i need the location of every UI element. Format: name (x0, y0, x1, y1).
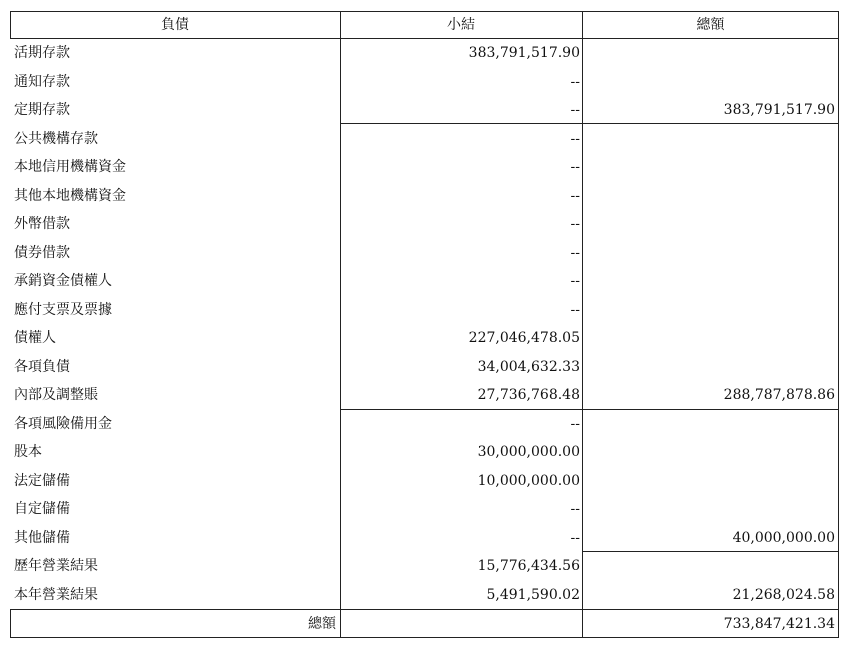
row-subtotal: -- (570, 130, 580, 147)
row-subtotal: -- (570, 73, 580, 90)
row-label: 活期存款 (14, 45, 70, 61)
row-subtotal: 30,000,000.00 (477, 444, 580, 460)
row-subtotal: 227,046,478.05 (468, 330, 580, 346)
row-subtotal: -- (570, 102, 580, 118)
row-label: 本地信用機構資金 (14, 159, 126, 175)
table-row (10, 581, 839, 609)
row-total: 21,268,024.58 (732, 586, 835, 603)
header-subtotal: 小結 (447, 17, 475, 33)
row-subtotal: 27,736,768.48 (477, 387, 580, 403)
table-row (10, 467, 839, 495)
table-row (10, 239, 839, 267)
row-subtotal: 5,491,590.02 (486, 586, 580, 603)
row-label: 其他本地機構資金 (14, 187, 126, 204)
table-row (10, 296, 839, 324)
footer-row (10, 610, 839, 638)
table-row (10, 182, 839, 210)
header-total: 總額 (696, 17, 725, 33)
row-subtotal: -- (570, 273, 580, 289)
row-label: 本年營業結果 (14, 586, 98, 603)
row-label: 歷年營業結果 (14, 558, 98, 574)
header-liabilities: 負債 (161, 17, 189, 33)
row-label: 各項風險備用金 (14, 415, 112, 432)
liabilities-table (10, 11, 839, 638)
row-total: 288,787,878.86 (723, 387, 835, 403)
row-subtotal: 10,000,000.00 (477, 472, 580, 489)
row-label: 公共機構存款 (14, 130, 98, 147)
table-row (10, 96, 839, 124)
footer-total-value: 733,847,421.34 (723, 616, 835, 632)
row-label: 股本 (14, 444, 42, 460)
row-subtotal: -- (570, 529, 580, 546)
table-row (10, 353, 839, 381)
row-subtotal: 383,791,517.90 (468, 45, 580, 61)
row-total: 40,000,000.00 (732, 529, 835, 546)
row-label: 內部及調整賬 (14, 387, 98, 403)
row-label: 債券借款 (14, 244, 70, 261)
row-label: 各項負債 (14, 358, 70, 375)
top-border (10, 11, 839, 12)
table-row (10, 324, 839, 352)
table-row (10, 438, 839, 466)
row-subtotal: -- (570, 216, 580, 232)
table-row (10, 125, 839, 153)
row-label: 其他儲備 (14, 529, 70, 546)
row-total: 383,791,517.90 (723, 102, 835, 118)
footer-total-label: 總額 (308, 616, 336, 632)
row-subtotal: 34,004,632.33 (477, 358, 580, 375)
row-subtotal: -- (570, 244, 580, 261)
table-row (10, 153, 839, 181)
table-row (10, 68, 839, 96)
row-subtotal: 15,776,434.56 (477, 558, 580, 574)
table-row (10, 381, 839, 409)
row-subtotal: -- (570, 415, 580, 432)
row-label: 應付支票及票據 (14, 301, 112, 318)
row-label: 法定儲備 (14, 472, 70, 489)
table-row (10, 552, 839, 580)
row-label: 定期存款 (14, 102, 70, 118)
row-subtotal: -- (570, 187, 580, 204)
row-label: 外幣借款 (14, 216, 70, 232)
row-subtotal: -- (570, 501, 580, 517)
row-subtotal: -- (570, 159, 580, 175)
row-label: 自定儲備 (14, 501, 70, 517)
left-border-top (10, 11, 11, 39)
table-row (10, 495, 839, 523)
row-label: 承銷資金債權人 (14, 273, 112, 289)
row-label: 通知存款 (14, 73, 70, 90)
table-row (10, 524, 839, 552)
table-row (10, 39, 839, 67)
table-row (10, 210, 839, 238)
table-row (10, 410, 839, 438)
table-row (10, 267, 839, 295)
row-subtotal: -- (570, 301, 580, 318)
row-label: 債權人 (14, 330, 56, 346)
